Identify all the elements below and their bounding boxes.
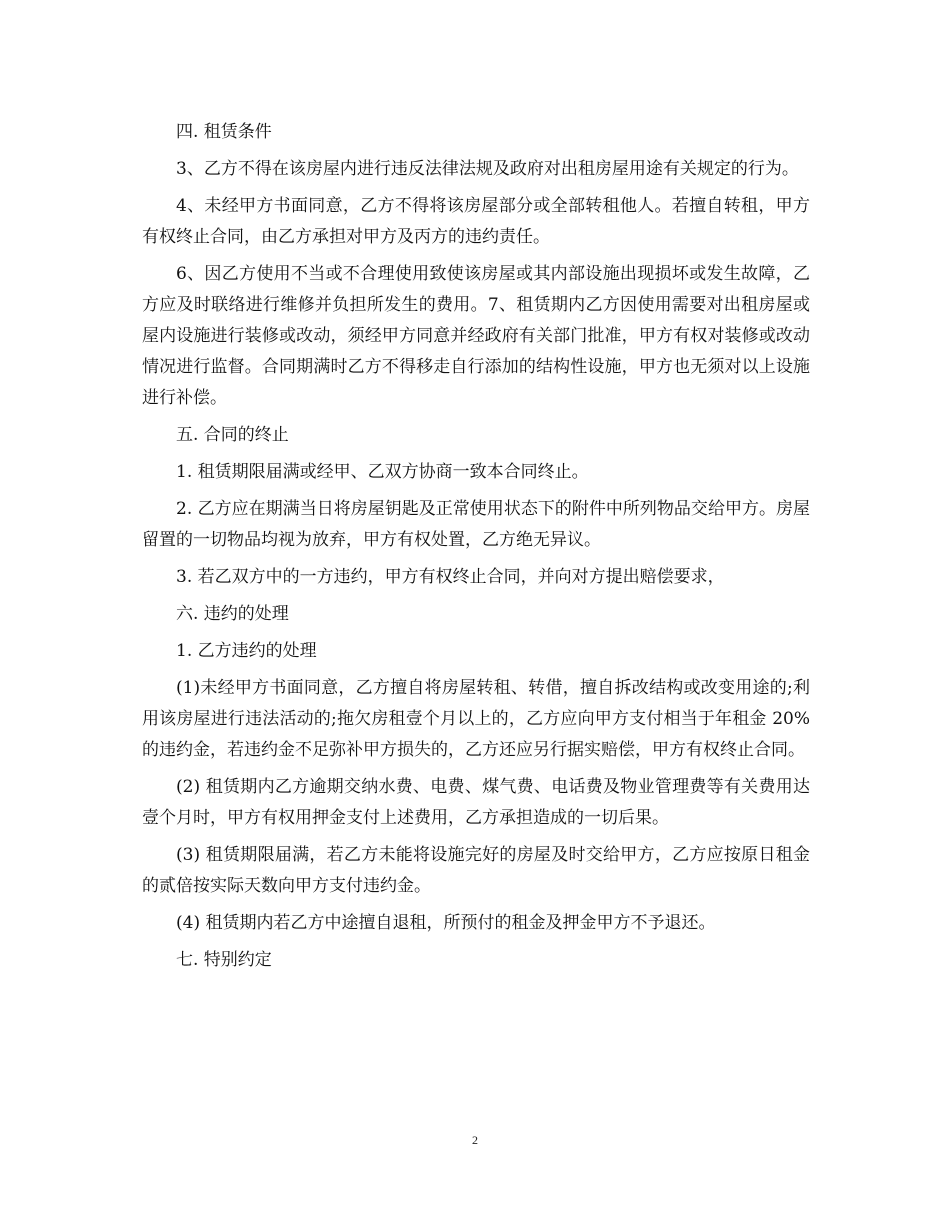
breach-item-2: (2) 租赁期内乙方逾期交纳水费、电费、煤气费、电话费及物业管理费等有关费用达壹个月时，甲方有权用押金支付上述费用，乙方承担造成的一切后果。 <box>142 777 810 828</box>
breach-item-1: (1)未经甲方书面同意，乙方擅自将房屋转租、转借，擅自拆改结构或改变用途的;利用该房屋进行违法活动的;拖欠房租壹个月以上的，乙方应向甲方支付相当于年租金 20%的违约金，若违约金不足弥补甲方损失的，乙方还应另行据实赔偿，甲方有权终止合同。 <box>142 678 810 760</box>
breach-item-4: (4) 租赁期内若乙方中途擅自退租，所预付的租金及押金甲方不予退还。 <box>176 913 716 933</box>
breach-subheading-party-b: 1. 乙方违约的处理 <box>176 641 317 661</box>
clause-4-sublease: 4、未经甲方书面同意，乙方不得将该房屋部分或全部转租他人。若擅自转租，甲方有权终止合同，由乙方承担对甲方及丙方的违约责任。 <box>142 196 810 247</box>
section-heading-special-agreement: 七. 特别约定 <box>176 950 272 970</box>
clause-3-usage: 3、乙方不得在该房屋内进行违反法律法规及政府对出租房屋用途有关规定的行为。 <box>176 159 799 179</box>
termination-item-3: 3. 若乙双方中的一方违约，甲方有权终止合同，并向对方提出赔偿要求， <box>176 567 725 587</box>
section-heading-lease-conditions: 四. 租赁条件 <box>176 122 272 142</box>
section-heading-termination: 五. 合同的终止 <box>176 425 289 445</box>
page-number: 2 <box>472 1133 478 1147</box>
termination-item-1: 1. 租赁期限届满或经甲、乙双方协商一致本合同终止。 <box>176 462 589 482</box>
section-heading-breach: 六. 违约的处理 <box>176 604 289 624</box>
document-body <box>142 117 810 982</box>
termination-item-2: 2. 乙方应在期满当日将房屋钥匙及正常使用状态下的附件中所列物品交给甲方。房屋留置的一切物品均视为放弃，甲方有权处置，乙方绝无异议。 <box>142 499 810 550</box>
clause-6-7-repairs-renovation: 6、因乙方使用不当或不合理使用致使该房屋或其内部设施出现损坏或发生故障，乙方应及时联络进行维修并负担所发生的费用。7、租赁期内乙方因使用需要对出租房屋或屋内设施进行装修或改动，须经甲方同意并经政府有关部门批准，甲方有权对装修或改动情况进行监督。合同期满时乙方不得移走自行添加的结构性设施，甲方也无须对以上设施进行补偿。 <box>142 264 810 408</box>
breach-item-3: (3) 租赁期限届满，若乙方未能将设施完好的房屋及时交给甲方，乙方应按原日租金的贰倍按实际天数向甲方支付违约金。 <box>142 845 810 896</box>
